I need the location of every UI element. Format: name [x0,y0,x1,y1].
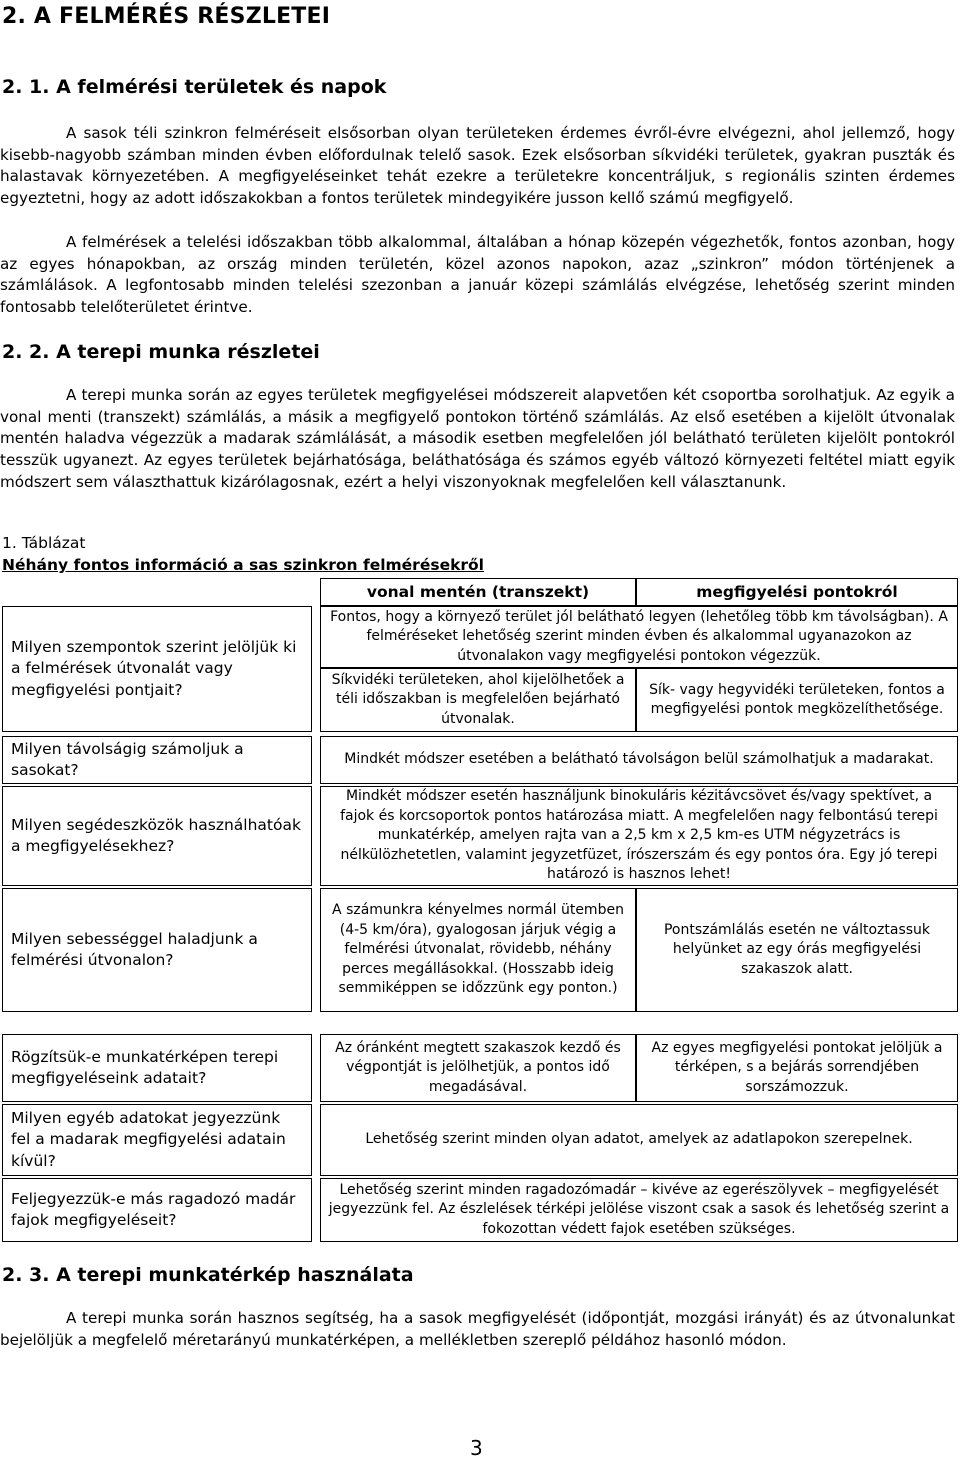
section-22-paragraph: A terepi munka során az egyes területek megfigyelései módszereit alapvetően két csoportba sorolhatjuk. Az egyik a vonal menti (transzekt) számlálás, a másik a megfigyelő pontokon történő számlálás. Az első esetében a kijelölt útvonalak mentén haladva végezzük a madarak számlálását, a második esetben megfelelően jól belátható területen kijelölt pontokról tesszük ugyanezt. Az egyes területek bejárhatósága, beláthatósága és számos egyéb változó környezeti feltétel miatt egyik módszert sem választhattuk kizárólagosnak, ezért a helyi viszonyoknak megfelelően kell választanunk. [0,386,955,491]
table-row-question: Milyen segédeszközök használhatóak a megfigyelésekhez? [2,786,312,886]
table-row-question: Milyen sebességgel haladjunk a felmérési útvonalon? [2,888,312,1012]
table-cell-shared: Mindkét módszer esetében a belátható távolságon belül számolhatjuk a madarakat. [320,736,958,784]
section-23-paragraph: A terepi munka során hasznos segítség, ha a sasok megfigyelését (időpontját, mozgási irányát) és az útvonalunkat bejelöljük a megfelelő méretarányú munkatérképen, a mellékletben szereplő példához hasonló módon. [0,1309,955,1349]
table-cell-points: Pontszámlálás esetén ne változtassuk helyünket az egy órás megfigyelési szakaszok alatt. [636,888,958,1012]
table-row-question: Milyen egyéb adatokat jegyezzünk fel a madarak megfigyelési adatain kívül? [2,1104,312,1176]
section-23-title: 2. 3. A terepi munkatérkép használata [2,1264,414,1286]
table-cell-points: Az egyes megfigyelési pontokat jelöljük a térképen, s a bejárás sorrendjében sorszámozzuk. [636,1034,958,1102]
table-row-question: Milyen távolságig számoljuk a sasokat? [2,736,312,784]
table-cell-transect: A számunkra kényelmes normál ütemben (4-5 km/óra), gyalogosan járjuk végig a felmérési útvonalat, rövidebb, néhány perces megállásokkal. (Hosszabb ideig semmiképpen se időzzünk egy ponton.) [320,888,636,1012]
section-21-paragraph-1: A sasok téli szinkron felméréseit elsősorban olyan területeken érdemes évről-évre elvégezni, ahol jellemző, hogy kisebb-nagyobb számban minden évben előfordulnak telelő sasok. Ezek elsősorban síkvidéki területek, gyakran puszták és halastavak környezetében. A megfigyeléseinket tehát ezekre a területekre koncentráljuk, s regionális szinten érdemes egyeztetni, hogy az adott időszakokban a fontos területek mindegyikére jusson kellő számú megfigyelő. [0,124,955,208]
table-row-question: Feljegyezzük-e más ragadozó madár fajok megfigyeléseit? [2,1178,312,1242]
table-cell-points: Sík- vagy hegyvidéki területeken, fontos a megfigyelési pontok megközelíthetősége. [636,668,958,732]
column-header-transect: vonal mentén (transzekt) [320,578,636,606]
table-row-question: Rögzítsük-e munkatérképen terepi megfigyeléseink adatait? [2,1034,312,1102]
table-caption-title: Néhány fontos információ a sas szinkron felmérésekről [2,556,484,574]
section-21-title: 2. 1. A felmérési területek és napok [2,76,387,98]
table-caption-number: 1. Táblázat [2,534,86,552]
section-21-paragraph-2: A felmérések a telelési időszakban több alkalommal, általában a hónap közepén végezhetők, fontos azonban, hogy az egyes hónapokban, az ország minden területén, közel azonos napokon, azaz „szinkron” módon történjenek a számlálások. A legfontosabb minden telelési szezonban a január közepi számlálás elvégzése, lehetőség szerint minden fontosabb telelőterületet érintve. [0,233,955,317]
section-22-title: 2. 2. A terepi munka részletei [2,341,320,363]
main-heading: 2. A FELMÉRÉS RÉSZLETEI [2,4,331,29]
page-number: 3 [470,1436,483,1460]
table-cell-transect: Az óránként megtett szakaszok kezdő és végpontját is jelölhetjük, a pontos idő megadásával. [320,1034,636,1102]
table-cell-shared: Fontos, hogy a környező terület jól belátható legyen (lehetőleg több km távolságban). A felméréseket lehetőség szerint minden évben és alkalommal ugyanazokon az útvonalakon vagy megfigyelési pontokon végezzük. [320,606,958,668]
table-cell-shared: Mindkét módszer esetén használjunk binokuláris kézitávcsövet és/vagy spektívet, a fajok és korcsoportok pontos határozása miatt. A megfelelően nagy felbontású terepi munkatérkép, amelyen rajta van a 2,5 km x 2,5 km-es UTM négyzetrács is nélkülözhetetlen, valamint jegyzetfüzet, írószerszám és egy pontos óra. Egy jó terepi határozó is hasznos lehet! [320,786,958,886]
table-cell-shared: Lehetőség szerint minden olyan adatot, amelyek az adatlapokon szerepelnek. [320,1104,958,1176]
column-header-points: megfigyelési pontokról [636,578,958,606]
table-row-question: Milyen szempontok szerint jelöljük ki a felmérések útvonalát vagy megfigyelési pontjait? [2,606,312,732]
table-cell-shared: Lehetőség szerint minden ragadozómadár – kivéve az egerészölyvek – megfigyelését jegyezzünk fel. Az észlelések térképi jelölése viszont csak a sasok és lehetőség szerint a fokozottan védett fajok esetében szükséges. [320,1178,958,1242]
table-cell-transect: Síkvidéki területeken, ahol kijelölhetőek a téli időszakban is megfelelően bejárható útvonalak. [320,668,636,732]
